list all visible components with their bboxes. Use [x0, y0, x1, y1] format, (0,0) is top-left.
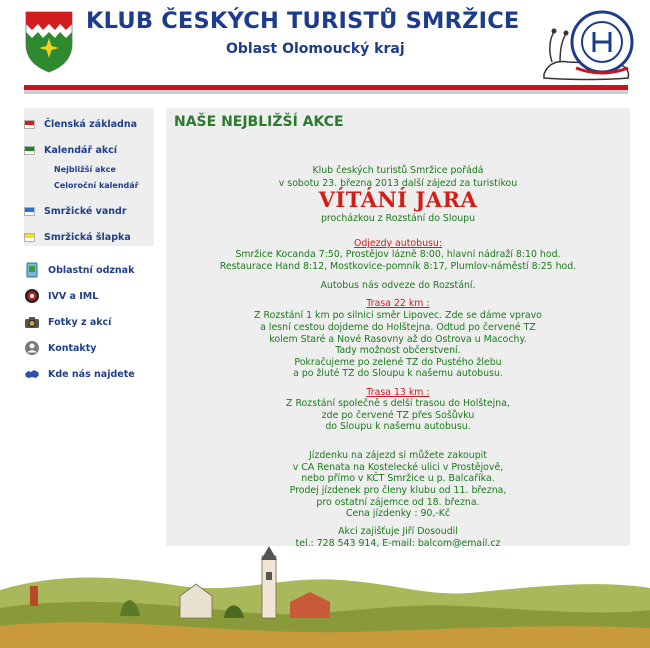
site-subtitle: Oblast Olomoucký kraj: [226, 41, 405, 57]
event-text-line: Z Rozstání 1 km po silnici směr Lipovec. Zde se dáme vpravo: [254, 310, 542, 321]
event-subheading: Trasa 13 km :: [366, 387, 430, 398]
event-subheading: Trasa 22 km :: [366, 298, 430, 309]
event-text-line: v sobotu 23. března 2013 další zájezd za turistikou: [278, 178, 518, 189]
sidebar-link-map[interactable]: [24, 366, 135, 382]
ivv-emblem-icon: [24, 288, 40, 304]
event-text-line: Cena jízdenky : 90,-Kč: [345, 508, 451, 519]
red-flag-icon: [24, 120, 35, 129]
event-text-line: kolem Staré a Nové Rasovny až do Ostrova u Macochy.: [269, 334, 527, 345]
event-text-line: Prodej jízdenek pro členy klubu od 11. března,: [289, 485, 507, 496]
event-text-line: tel.: 728 543 914, E-mail: balcom@email.cz: [295, 538, 501, 549]
sidebar-link-label: IVV a IML: [48, 290, 99, 302]
event-text-line: v CA Renata na Kostelecké ulici v Prostějově,: [292, 462, 504, 473]
sidebar-item-slapka[interactable]: [24, 232, 131, 243]
contacts-icon: [24, 340, 40, 356]
event-subheading: Odjezdy autobusu:: [353, 238, 443, 249]
sidebar-item-calendar[interactable]: [24, 145, 117, 156]
sidebar-item-label: Členská základna: [44, 119, 138, 130]
sidebar-link-label: Kde nás najdete: [48, 368, 135, 380]
event-title: VÍTÁNÍ JARA: [318, 187, 478, 212]
camera-icon: [24, 314, 40, 330]
event-text-line: Z Rozstání společně s delší trasou do Holštejna,: [286, 398, 510, 409]
sidebar-item-label: Kalendář akcí: [44, 145, 118, 156]
sidebar-link-contacts[interactable]: [24, 340, 97, 356]
sidebar-link-label: Kontakty: [48, 342, 97, 354]
event-text-line: do Sloupu k našemu autobusu.: [325, 421, 471, 432]
event-text-line: procházkou z Rozstání do Sloupu: [320, 213, 476, 224]
event-text-line: zde po červené TZ přes Sošůvku: [321, 410, 475, 421]
event-text-line: Pokračujeme po zelené TZ do Pustého žlebu: [294, 357, 502, 368]
sidebar-link-photos[interactable]: [24, 314, 111, 330]
blue-flag-icon: [24, 207, 35, 216]
event-text-line: Tady možnost občerstvení.: [335, 345, 461, 356]
header-rule-grey: [24, 90, 628, 94]
sidebar-link-label: Fotky z akcí: [48, 316, 112, 328]
green-flag-icon: [24, 146, 35, 155]
event-text-line: nebo přímo v KČT Smržice u p. Balcaříka.: [301, 473, 495, 484]
badge-icon: [24, 262, 40, 278]
site-header: [0, 0, 650, 96]
map-icon: [24, 366, 40, 382]
sidebar-subitem-next-events[interactable]: Nejbližší akce: [54, 165, 116, 174]
landscape-illustration: [0, 546, 650, 648]
sidebar-item-label: Smržická šlapka: [44, 232, 131, 243]
sidebar-link-badge[interactable]: [24, 262, 134, 278]
yellow-flag-icon: [24, 233, 35, 242]
event-text-line: Restaurace Hand 8:12, Mostkovice-pomník 8:17, Plumlov-náměstí 8:25 hod.: [219, 261, 577, 272]
event-text-line: Smržice Kocanda 7:50, Prostějov lázně 8:00, hlavní nádraží 8:10 hod.: [235, 249, 561, 260]
sidebar-item-members[interactable]: [24, 119, 137, 130]
site-title: KLUB ČESKÝCH TURISTŮ SMRŽICE: [86, 8, 520, 34]
sidebar-link-label: Oblastní odznak: [48, 264, 135, 276]
event-text-line: Jízdenku na zájezd si můžete zakoupit: [309, 450, 487, 461]
sidebar-item-vandr[interactable]: [24, 206, 127, 217]
event-text-line: Klub českých turistů Smržice pořádá: [312, 165, 484, 176]
event-text-line: pro ostatní zájemce od 18. března.: [316, 497, 480, 508]
sidebar-item-label: Smržické vandr: [44, 206, 127, 217]
event-text-line: Akci zajišťuje Jiří Dosoudil: [338, 526, 458, 537]
event-text-line: a po žluté TZ do Sloupu k našemu autobusu.: [293, 368, 503, 379]
event-text-line: Autobus nás odveze do Rozstání.: [320, 280, 476, 291]
coat-of-arms-icon: [24, 10, 74, 74]
section-heading: NAŠE NEJBLIŽŠÍ AKCE: [174, 114, 344, 130]
event-text-line: a lesní cestou dojdeme do Holštejna. Odtud po červené TZ: [260, 322, 536, 333]
snail-logo-icon: [538, 4, 638, 88]
sidebar-link-ivv[interactable]: [24, 288, 98, 304]
sidebar-subitem-year-calendar[interactable]: Celoroční kalendář: [54, 181, 139, 190]
